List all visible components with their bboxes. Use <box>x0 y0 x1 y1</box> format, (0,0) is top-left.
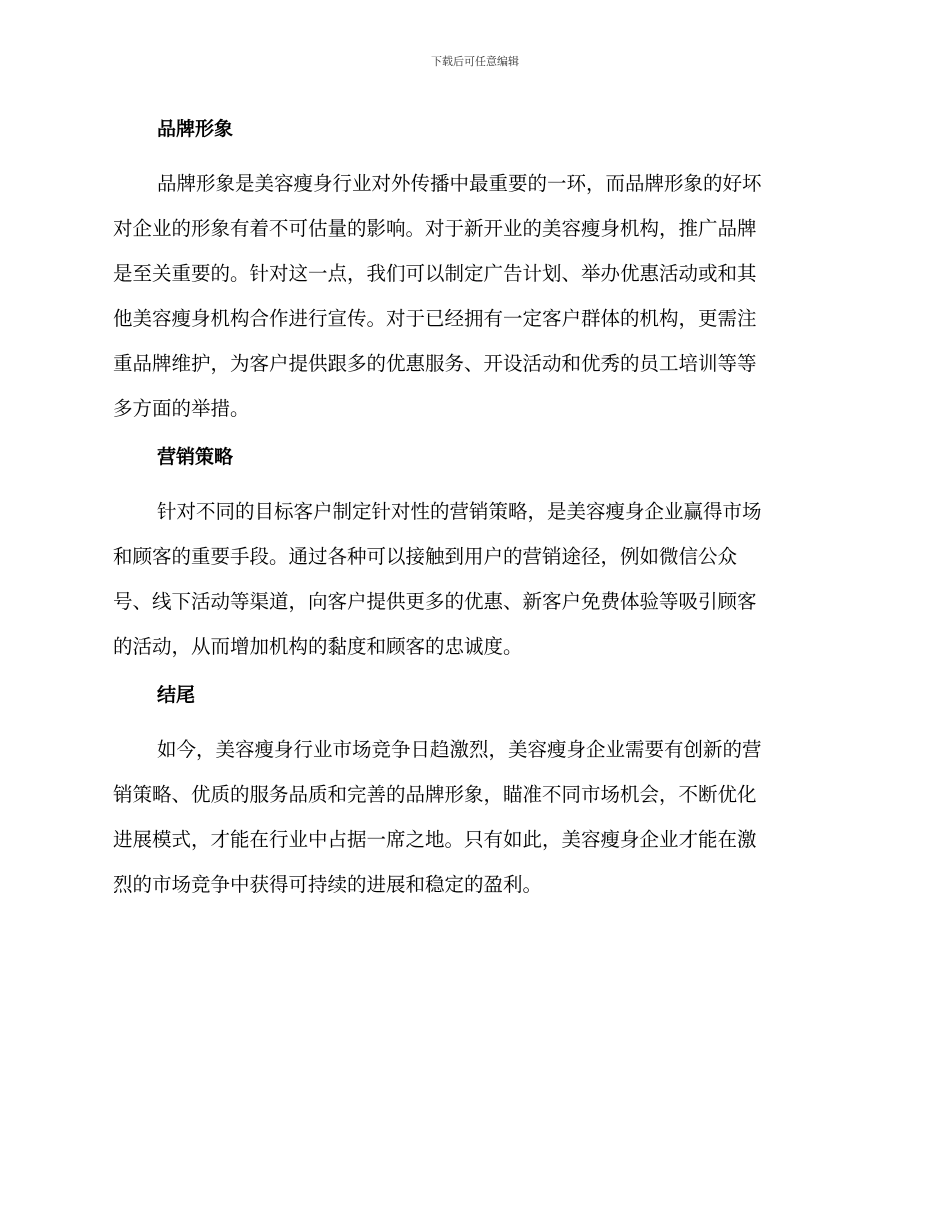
section-paragraph <box>113 489 833 669</box>
paragraph-line: 针对不同的目标客户制定针对性的营销策略，是美容瘦身企业赢得市场 <box>157 500 762 523</box>
section-heading: 结尾 <box>157 684 196 706</box>
document-body <box>113 115 833 919</box>
section-brand-image <box>113 115 833 431</box>
paragraph-line: 烈的市场竞争中获得可持续的进展和稳定的盈利。 <box>113 873 543 896</box>
paragraph-line: 如今，美容瘦身行业市场竞争日趋激烈，美容瘦身企业需要有创新的营 <box>157 738 762 761</box>
section-heading: 品牌形象 <box>157 118 234 140</box>
paragraph-line: 他美容瘦身机构合作进行宣传。对于已经拥有一定客户群体的机构，更需注 <box>113 307 757 330</box>
paragraph-line: 的活动，从而增加机构的黏度和顾客的忠诚度。 <box>113 635 523 658</box>
section-marketing-strategy <box>113 443 833 669</box>
paragraph-line: 品牌形象是美容瘦身行业对外传播中最重要的一环，而品牌形象的好坏 <box>157 172 762 195</box>
paragraph-line: 重品牌维护，为客户提供跟多的优惠服务、开设活动和优秀的员工培训等等 <box>113 352 757 375</box>
paragraph-line: 销策略、优质的服务品质和完善的品牌形象，瞄准不同市场机会，不断优化 <box>113 783 757 806</box>
paragraph-line: 多方面的举措。 <box>113 397 250 420</box>
page-header: 下载后可任意编辑 <box>431 55 519 68</box>
paragraph-line: 号、线下活动等渠道，向客户提供更多的优惠、新客户免费体验等吸引顾客 <box>113 590 757 613</box>
paragraph-line: 对企业的形象有着不可估量的影响。对于新开业的美容瘦身机构，推广品牌 <box>113 217 757 240</box>
section-heading: 营销策略 <box>157 446 234 468</box>
section-paragraph <box>113 727 833 907</box>
paragraph-line: 是至关重要的。针对这一点，我们可以制定广告计划、举办优惠活动或和其 <box>113 262 757 285</box>
paragraph-line: 和顾客的重要手段。通过各种可以接触到用户的营销途径，例如微信公众 <box>113 545 738 568</box>
paragraph-line: 进展模式，才能在行业中占据一席之地。只有如此，美容瘦身企业才能在激 <box>113 828 757 851</box>
section-paragraph <box>113 161 833 431</box>
section-conclusion <box>113 681 833 907</box>
